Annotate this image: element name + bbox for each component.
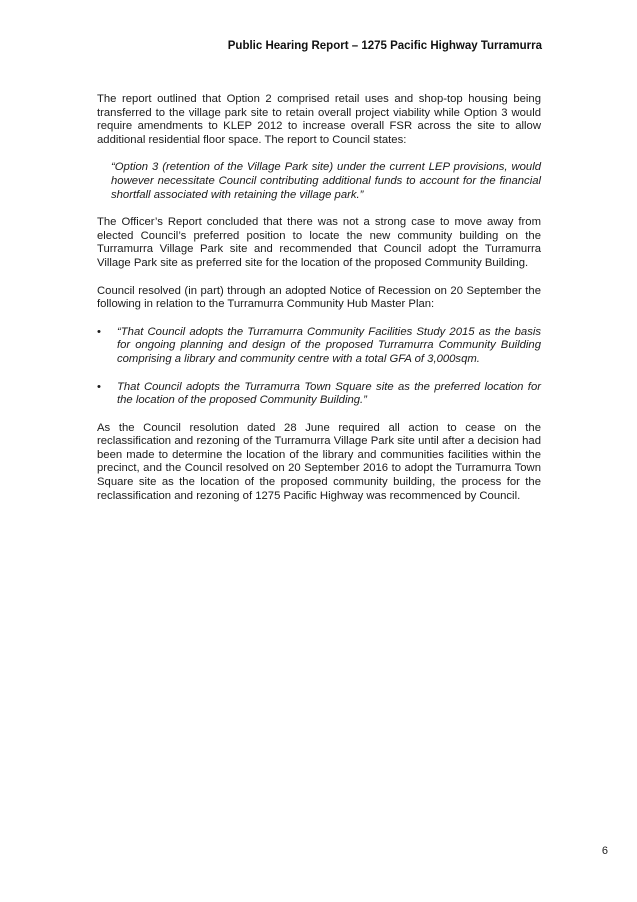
list-item <box>97 326 541 367</box>
bullet-icon: • <box>97 380 101 393</box>
paragraph-officers-report: The Officer’s Report concluded that there was not a strong case to move away from elected Council’s preferred position to locate the new community building on the Turramurra Village Park site and recommended that Council adopt the Turramurra Village Park site as preferred site for the location of the proposed Community Building. <box>97 216 541 269</box>
page-number: 6 <box>601 845 608 857</box>
paragraph-options: The report outlined that Option 2 comprised retail uses and shop-top housing being transferred to the village park site to retain overall project viability while Option 3 would require amendments to KLEP 2012 to increase overall FSR across the site to allow additional residential floor space. The report to Council states: <box>97 93 541 146</box>
list-item <box>97 381 541 408</box>
page-header-title: Public Hearing Report – 1275 Pacific Highway Turramurra <box>227 40 542 52</box>
bullet-text: That Council adopts the Turramurra Town Square site as the preferred location for the location of the proposed Community Building.” <box>117 380 541 407</box>
bullet-icon: • <box>97 325 101 338</box>
paragraph-recommenced: As the Council resolution dated 28 June required all action to cease on the reclassification and rezoning of the Turramurra Village Park site until after a decision had been made to determine the location of the library and communities facilities within the precinct, and the Council resolved on 20 September 2016 to adopt the Turramurra Town Square site as the location of the proposed community building, the process for the reclassification and rezoning of 1275 Pacific Highway was recommenced by Council. <box>97 421 541 502</box>
resolution-bullet-list <box>97 326 541 408</box>
quote-option-3: “Option 3 (retention of the Village Park site) under the current LEP provisions, would however necessitate Council contributing additional funds to account for the financial shortfall associated with retaining the village park.” <box>111 161 541 201</box>
document-body <box>97 93 541 517</box>
paragraph-council-resolved: Council resolved (in part) through an adopted Notice of Recession on 20 September the following in relation to the Turramurra Community Hub Master Plan: <box>97 284 541 311</box>
bullet-text: “That Council adopts the Turramurra Community Facilities Study 2015 as the basis for ongoing planning and design of the proposed Turramurra Community Building comprising a library and community centre with a total GFA of 3,000sqm. <box>117 325 541 365</box>
